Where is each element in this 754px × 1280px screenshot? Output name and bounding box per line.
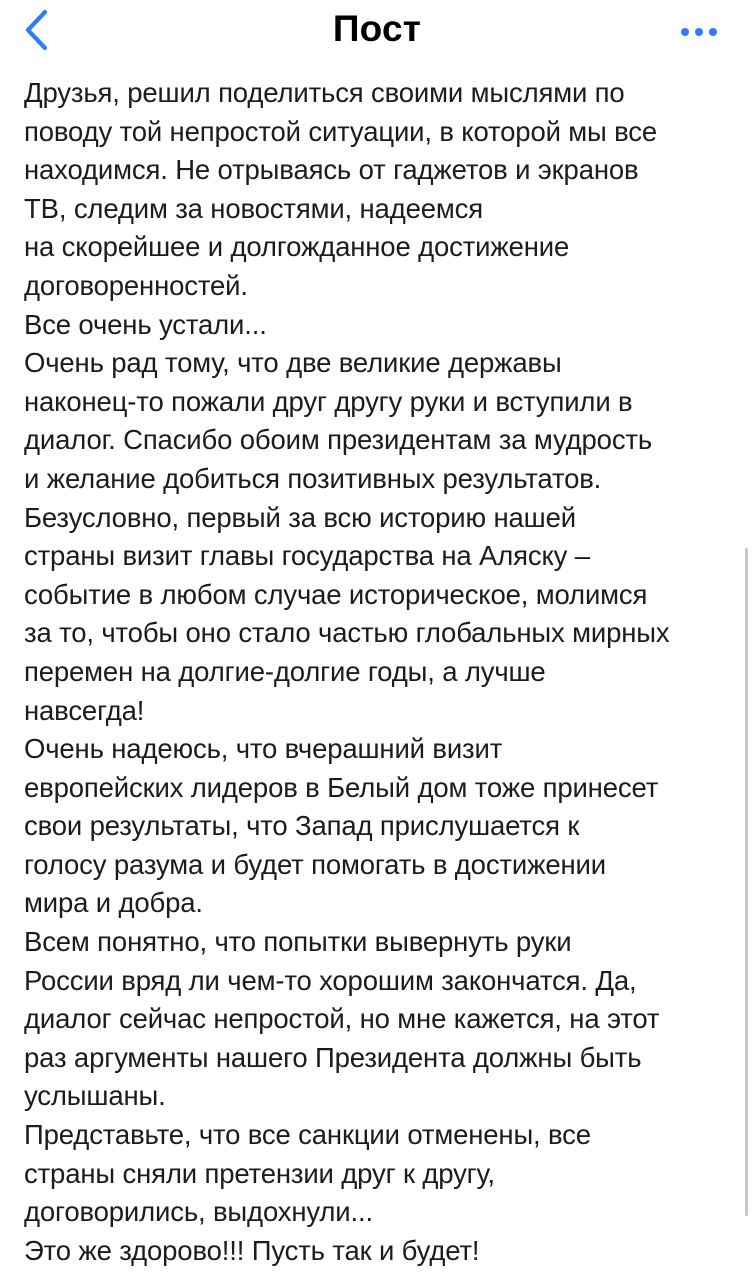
post-text-line: событие в любом случае историческое, молимся xyxy=(24,578,648,610)
post-text-line: наконец-то пожали друг другу руки и вступили в xyxy=(24,385,633,417)
post-body xyxy=(24,74,739,1270)
post-text-line: Очень рад тому, что две великие державы xyxy=(24,347,562,379)
page-title: Пост xyxy=(332,8,422,49)
post-text-line: на скорейшее и долгожданное достижение xyxy=(24,231,570,263)
post-text-line: перемен на долгие-долгие годы, а лучше xyxy=(24,655,546,687)
post-text-line: Всем понятно, что попытки вывернуть руки xyxy=(24,926,572,958)
post-text-line: диалог сейчас непростой, но мне кажется, на этот xyxy=(24,1003,660,1035)
post-text-line: Очень надеюсь, что вчерашний визит xyxy=(24,733,503,765)
post-text-line: и желание добиться позитивных результатов. xyxy=(24,462,602,494)
more-horizontal-icon xyxy=(679,27,719,37)
post-text-line: страны визит главы государства на Аляску – xyxy=(24,540,590,572)
post-text-line: России вряд ли чем-то хорошим закончатся. Да, xyxy=(24,964,637,996)
post-text-line: услышаны. xyxy=(24,1080,166,1112)
post-text-line: европейских лидеров в Белый дом тоже принесет xyxy=(24,771,659,803)
post-text-line: ТВ, следим за новостями, надеемся xyxy=(24,192,483,224)
post-text-line: диалог. Спасибо обоим президентам за мудрость xyxy=(24,424,653,456)
post-text-line: Безусловно, первый за всю историю нашей xyxy=(24,501,576,533)
post-text-line: Друзья, решил поделиться своими мыслями по xyxy=(24,77,625,108)
post-text-line: договоренностей. xyxy=(24,269,248,301)
post-text-line: поводу той непростой ситуации, в которой мы все xyxy=(24,115,658,147)
post-text-line: за то, чтобы оно стало частью глобальных мирных xyxy=(24,617,670,649)
post-text-line: Это же здорово!!! Пусть так и будет! xyxy=(24,1234,480,1266)
post-text-line: страны сняли претензии друг к другу, xyxy=(24,1157,495,1189)
post-text-line: договорились, выдохнули... xyxy=(24,1196,373,1228)
scroll-indicator[interactable] xyxy=(745,548,748,1216)
post-text-line: находимся. Не отрываясь от гаджетов и экранов xyxy=(24,154,639,186)
post-text-line: мира и добра. xyxy=(24,887,203,919)
more-button[interactable] xyxy=(674,14,724,50)
post-text-line: голосу разума и будет помогать в достижении xyxy=(24,848,606,880)
post-text-line: свои результаты, что Запад прислушается к xyxy=(24,810,580,842)
post-text-line: Все очень устали... xyxy=(24,308,267,340)
post-text-line: раз аргументы нашего Президента должны быть xyxy=(24,1041,642,1073)
post-text-line: навсегда! xyxy=(24,694,145,726)
navigation-bar xyxy=(0,0,754,64)
post-text-line: Представьте, что все санкции отменены, все xyxy=(24,1119,591,1151)
